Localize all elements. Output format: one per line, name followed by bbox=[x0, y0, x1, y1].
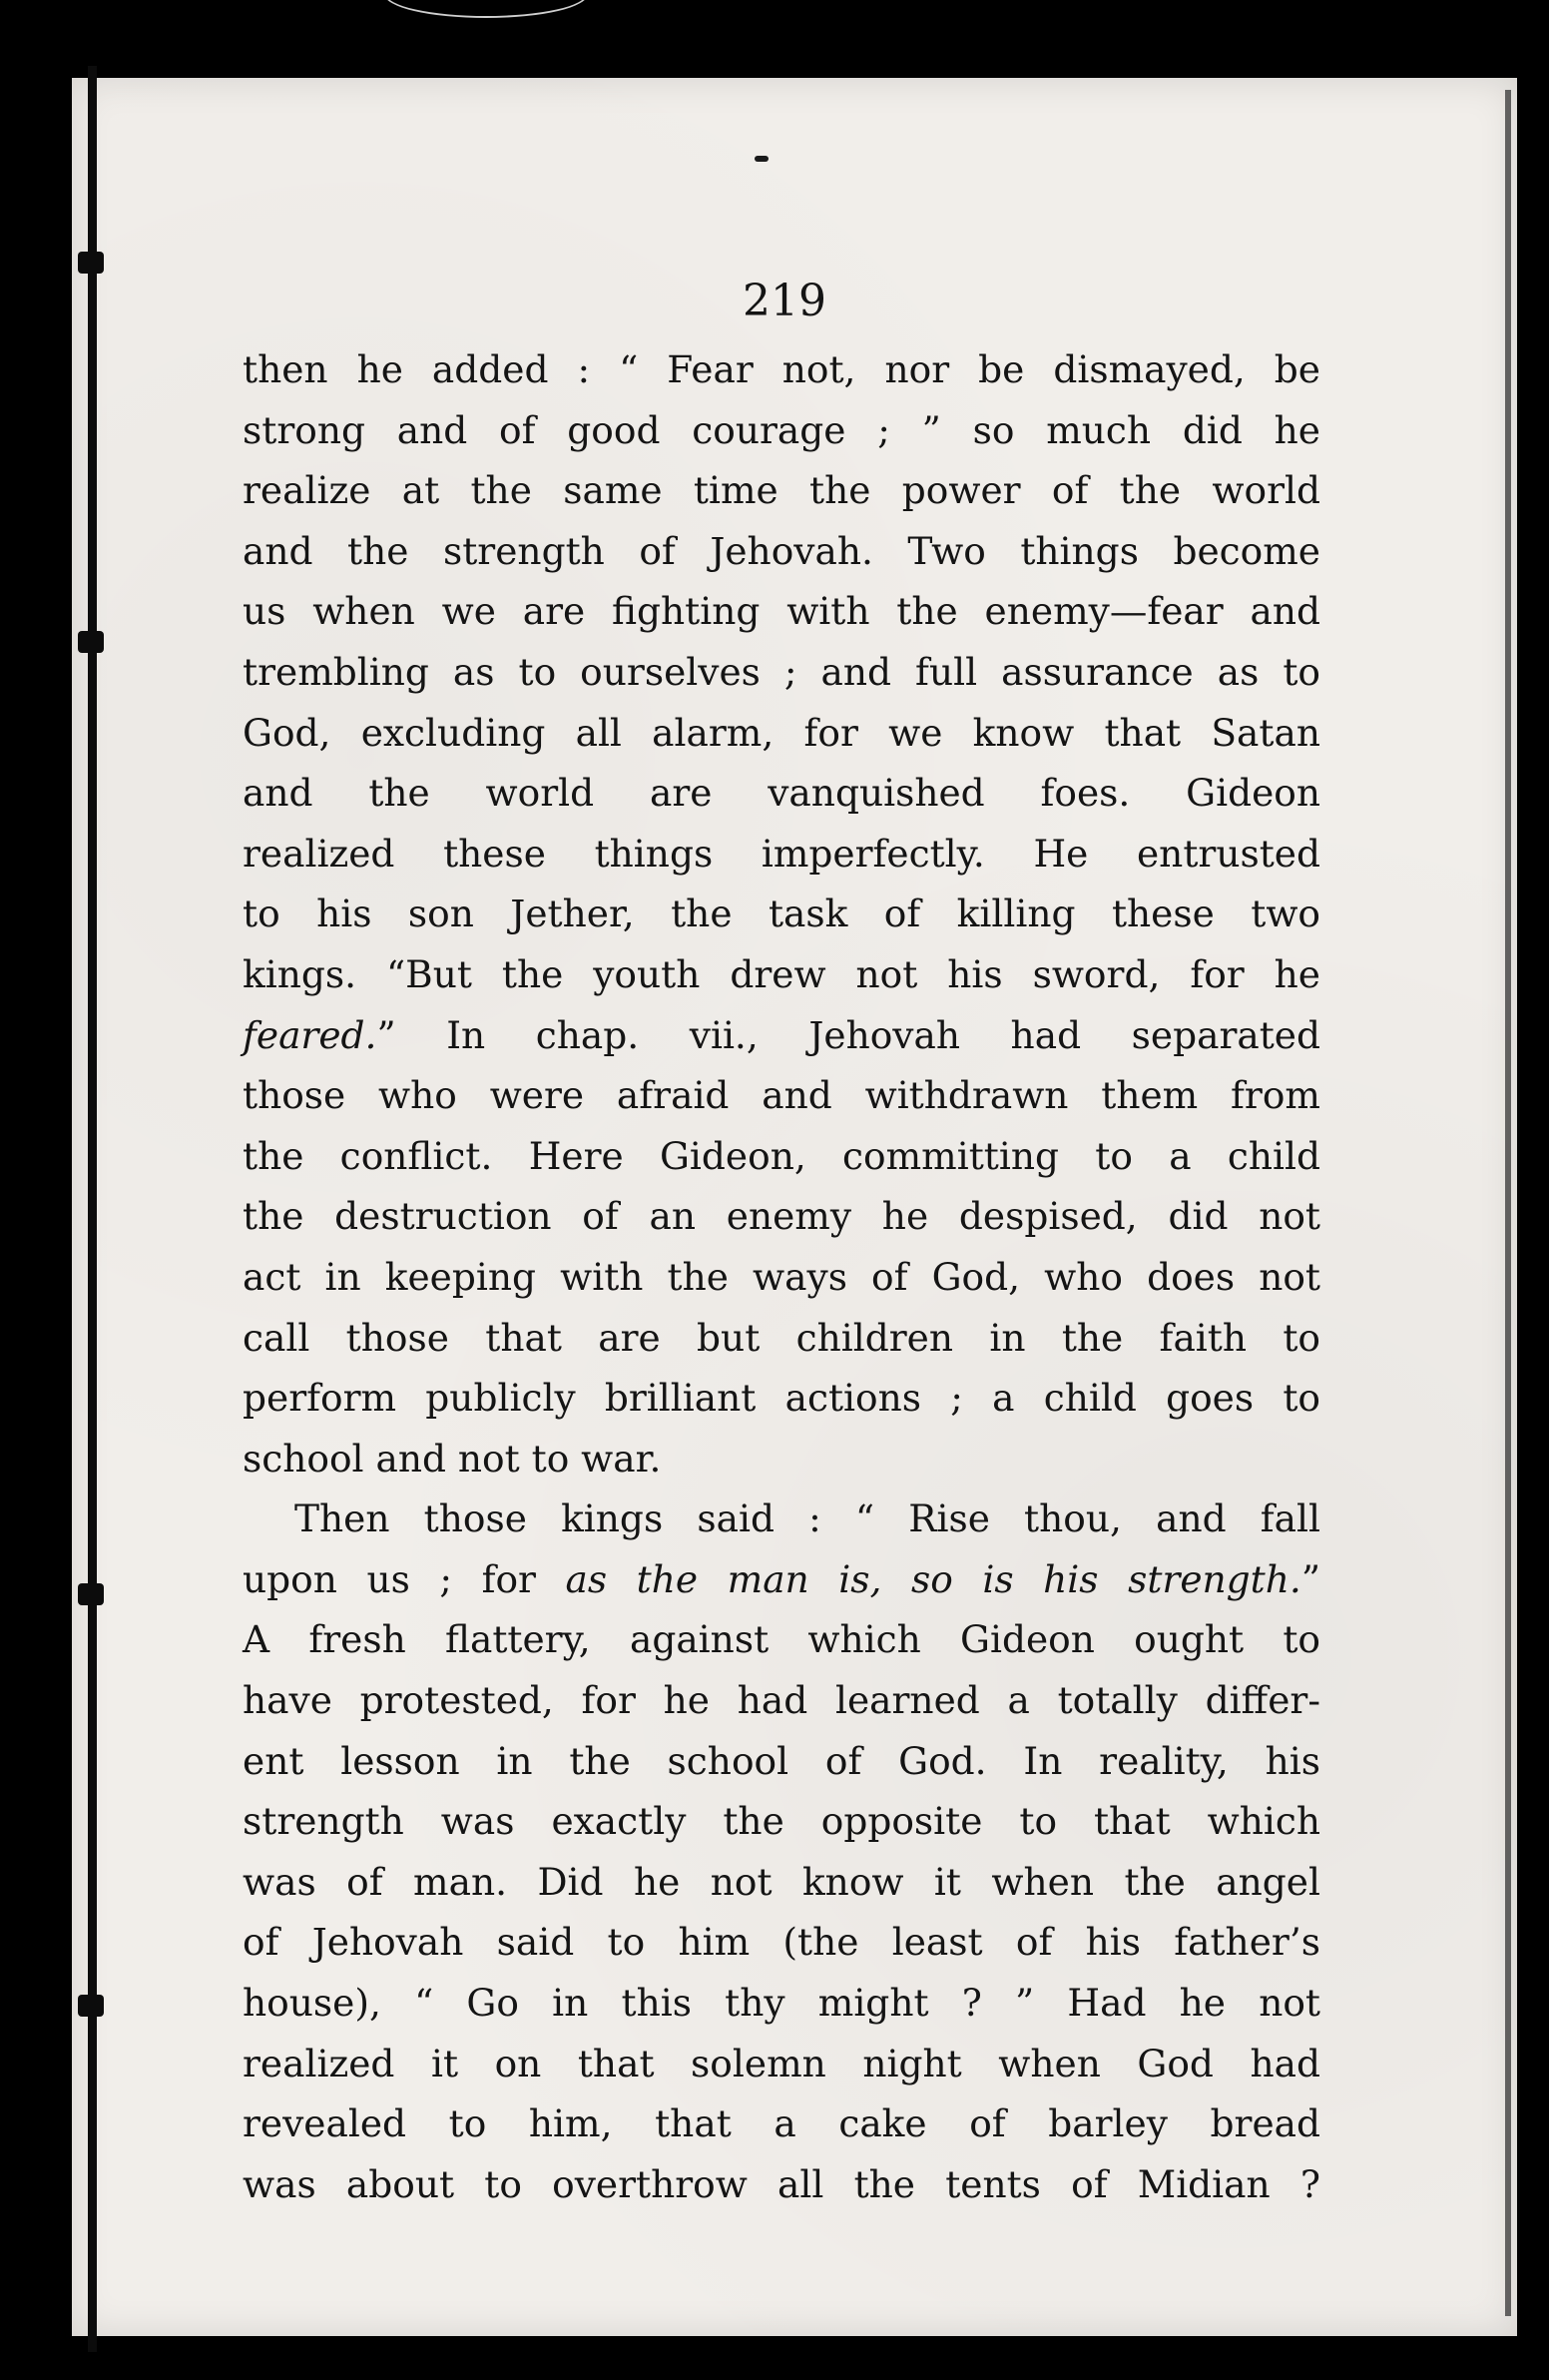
text-span: trembling as to ourselves ; and full assurance as to bbox=[243, 649, 1320, 694]
text-line bbox=[243, 824, 1320, 885]
text-line bbox=[243, 339, 1320, 400]
text-span: call those that are but children in the faith to bbox=[243, 1315, 1320, 1360]
text-line bbox=[243, 1126, 1320, 1187]
text-span: ” In chap. vii., Jehovah had separated bbox=[376, 1012, 1320, 1057]
binding-knot bbox=[78, 1583, 104, 1605]
text-span: ” bbox=[1300, 1556, 1320, 1601]
text-span: God, excluding all alarm, for we know that Satan bbox=[243, 710, 1320, 755]
binding-knot bbox=[78, 631, 104, 653]
text-span: strong and of good courage ; ” so much did he bbox=[243, 407, 1320, 452]
text-span: upon us ; for bbox=[243, 1556, 566, 1601]
page-number: 219 bbox=[743, 276, 826, 326]
text-line bbox=[243, 763, 1320, 824]
text-span: of Jehovah said to him (the least of his father’s bbox=[243, 1920, 1320, 1965]
italic-text: feared. bbox=[243, 1012, 377, 1057]
italic-text: as the man is, so is his strength. bbox=[565, 1556, 1301, 1601]
text-line bbox=[243, 1791, 1320, 1852]
text-span: perform publicly brilliant actions ; a child goes to bbox=[243, 1376, 1320, 1421]
text-line bbox=[243, 1429, 1320, 1489]
text-span: then he added : “ Fear not, nor be dismayed, be bbox=[243, 347, 1320, 391]
text-line bbox=[243, 642, 1320, 703]
text-span: and the strength of Jehovah. Two things become bbox=[243, 528, 1320, 573]
text-span: the conflict. Here Gideon, committing to a child bbox=[243, 1133, 1320, 1178]
text-line bbox=[243, 1247, 1320, 1308]
text-span: have protested, for he had learned a totally differ- bbox=[243, 1678, 1320, 1723]
text-line bbox=[243, 1308, 1320, 1369]
text-line bbox=[243, 1973, 1320, 2034]
text-span: act in keeping with the ways of God, who does not bbox=[243, 1254, 1320, 1299]
text-line bbox=[243, 1731, 1320, 1792]
text-span: ent lesson in the school of God. In reality, his bbox=[243, 1738, 1320, 1783]
text-line bbox=[243, 1912, 1320, 1973]
binding-knot bbox=[78, 252, 104, 274]
text-span: realized it on that solemn night when God had bbox=[243, 2041, 1320, 2085]
text-line bbox=[243, 1186, 1320, 1247]
text-line bbox=[243, 521, 1320, 582]
text-span: realize at the same time the power of the world bbox=[243, 468, 1320, 513]
text-line bbox=[243, 1065, 1320, 1126]
text-span: was about to overthrow all the tents of Midian ? bbox=[243, 2161, 1320, 2206]
ink-speck bbox=[755, 156, 769, 162]
text-line bbox=[243, 703, 1320, 764]
text-span: Then those kings said : “ Rise thou, and fall bbox=[294, 1496, 1320, 1541]
text-span: realized these things imperfectly. He entrusted bbox=[243, 831, 1320, 876]
text-line bbox=[243, 460, 1320, 521]
text-line bbox=[243, 884, 1320, 944]
text-span: those who were afraid and withdrawn them from bbox=[243, 1073, 1320, 1118]
text-line bbox=[243, 581, 1320, 642]
body-text bbox=[243, 339, 1320, 2214]
text-line bbox=[243, 1670, 1320, 1731]
text-line bbox=[243, 1005, 1320, 1066]
text-span: strength was exactly the opposite to that which bbox=[243, 1799, 1320, 1844]
text-line bbox=[243, 2154, 1320, 2215]
page-edge-shadow bbox=[1505, 90, 1511, 2316]
text-span: to his son Jether, the task of killing these two bbox=[243, 892, 1320, 936]
text-line bbox=[243, 2093, 1320, 2154]
text-span: us when we are fighting with the enemy—fear and bbox=[243, 589, 1320, 634]
text-span: house), “ Go in this thy might ? ” Had he not bbox=[243, 1981, 1320, 2026]
text-span: school and not to war. bbox=[243, 1436, 662, 1481]
text-line bbox=[243, 1488, 1320, 1549]
text-line bbox=[243, 1549, 1320, 1610]
text-line bbox=[243, 944, 1320, 1005]
text-line bbox=[243, 2034, 1320, 2094]
text-span: A fresh flattery, against which Gideon ought to bbox=[243, 1617, 1320, 1662]
binding-knot bbox=[78, 1995, 104, 2017]
text-span: revealed to him, that a cake of barley bread bbox=[243, 2101, 1320, 2146]
text-line bbox=[243, 1609, 1320, 1670]
text-span: was of man. Did he not know it when the angel bbox=[243, 1859, 1320, 1904]
text-span: the destruction of an enemy he despised, did not bbox=[243, 1194, 1320, 1239]
text-line bbox=[243, 1368, 1320, 1429]
text-line bbox=[243, 400, 1320, 461]
text-span: and the world are vanquished foes. Gideon bbox=[243, 771, 1320, 816]
text-span: kings. “But the youth drew not his sword, for he bbox=[243, 951, 1320, 996]
text-line bbox=[243, 1852, 1320, 1913]
